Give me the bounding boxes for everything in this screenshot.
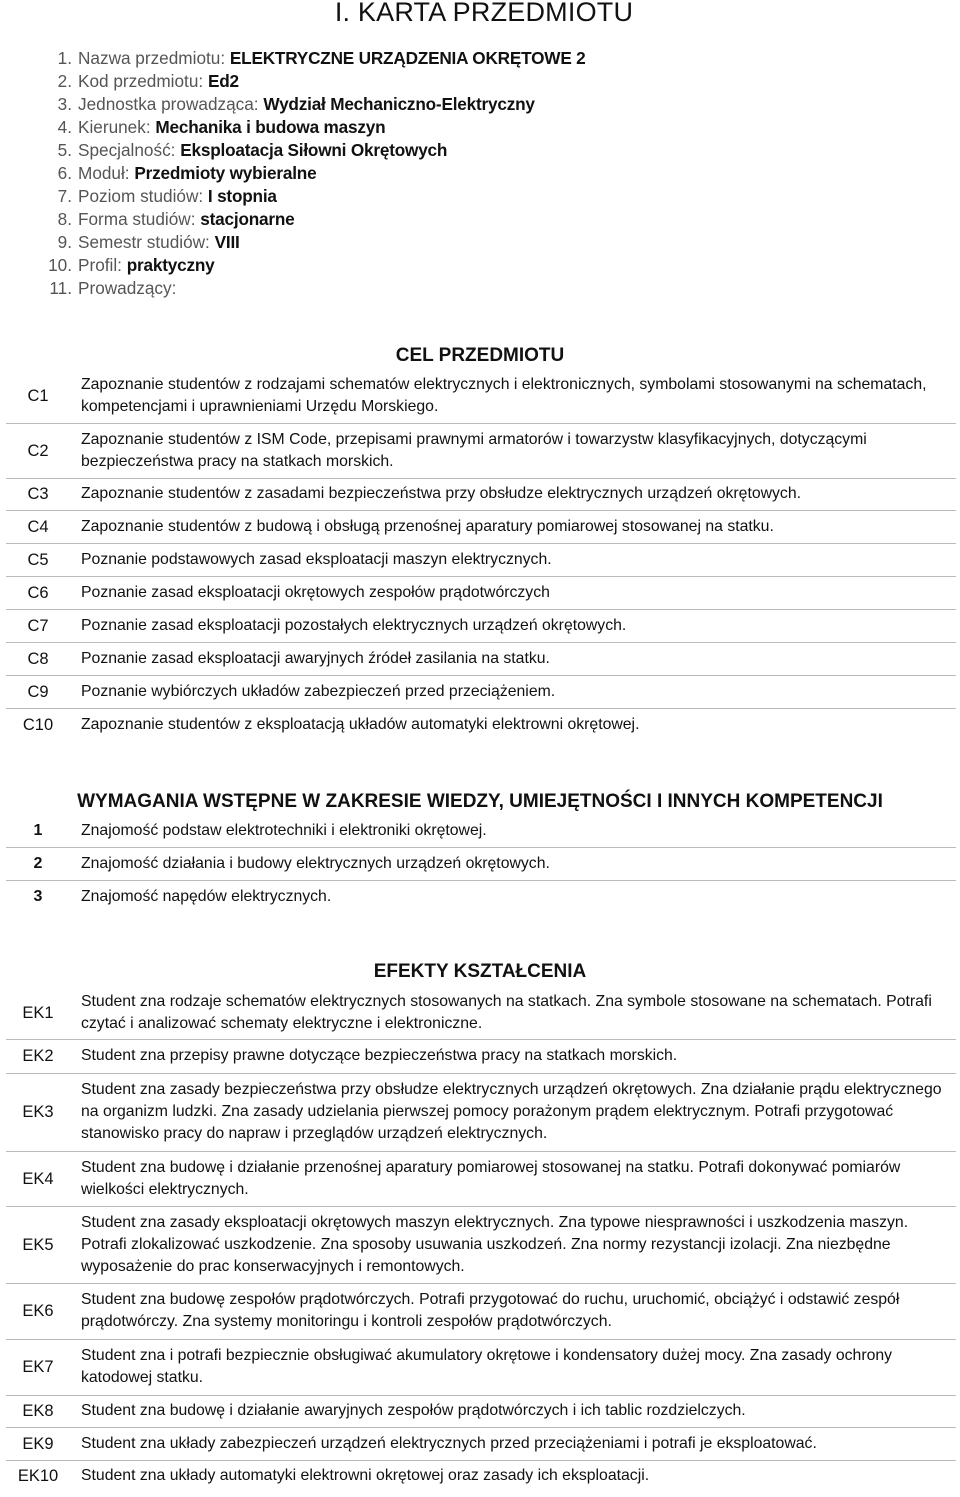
table-row <box>6 543 956 576</box>
table-row <box>6 1073 956 1151</box>
table-row <box>6 478 956 510</box>
efekty-table <box>6 987 956 1492</box>
row-description: Student zna układy automatyki elektrowni okrętowej oraz zasady ich eksploatacji. <box>81 1467 650 1485</box>
table-row <box>6 576 956 609</box>
row-code: EK3 <box>22 1103 54 1121</box>
info-item-number: 1. <box>57 48 72 68</box>
row-description: Student zna zasady bezpieczeństwa przy obsłudze elektrycznych urządzeń okrętowych. Zna działanie prądu elektrycznego na organizm ludzki. Zna zasady udzielania pierwszej pomocy porażonym prądem elektrycznym. Potrafi przygotować stanowisko pracy do napraw i przeglądów urządzeń elektrycznych. <box>81 1081 942 1142</box>
info-item-label: Jednostka prowadząca: <box>78 94 259 114</box>
info-item-value: Ed2 <box>207 71 239 91</box>
info-item-value: Wydział Mechaniczno-Elektryczny <box>263 94 535 114</box>
info-item-label: Nazwa przedmiotu: <box>78 48 226 68</box>
info-item-value: praktyczny <box>126 255 215 275</box>
table-row <box>6 987 956 1039</box>
row-code: EK10 <box>17 1467 59 1486</box>
row-description: Poznanie zasad eksploatacji okrętowych zespołów prądotwórczych <box>81 583 550 601</box>
cel-heading: CEL PRZEDMIOTU <box>395 345 565 366</box>
table-row <box>6 708 956 742</box>
row-description: Poznanie zasad eksploatacji pozostałych elektrycznych urządzeń okrętowych. <box>81 616 627 634</box>
info-item-number: 7. <box>57 186 72 206</box>
row-code: 1 <box>33 821 43 839</box>
info-item-value: Mechanika i budowa maszyn <box>155 117 386 137</box>
info-item <box>34 47 586 70</box>
info-item-number: 8. <box>57 209 72 229</box>
row-description: Student zna budowę zespołów prądotwórczych. Potrafi przygotować do ruchu, uruchomić, obciążyć i odstawić zespół prądotwórczy. Zna systemy monitoringu i kontroli zespołów prądotwórczych. <box>81 1291 900 1330</box>
table-row <box>6 815 956 847</box>
row-code: 3 <box>33 888 43 906</box>
info-item <box>34 185 586 208</box>
info-item <box>34 254 586 277</box>
row-description: Student zna i potrafi bezpiecznie obsługiwać akumulatory okrętowe i kondensatory dużej mocy. Zna zasady ochrony katodowej statku. <box>81 1347 893 1386</box>
row-code: C7 <box>27 616 49 635</box>
info-item-label: Specjalność: <box>78 140 176 160</box>
row-code: C8 <box>27 649 49 668</box>
row-code: C1 <box>27 387 49 406</box>
row-code: C5 <box>27 550 49 569</box>
info-item-label: Semestr studiów: <box>78 232 210 252</box>
row-code: 2 <box>33 854 43 872</box>
row-code: C3 <box>27 485 49 503</box>
info-item <box>34 93 586 116</box>
info-item-number: 11. <box>49 278 72 298</box>
page-title: I. KARTA PRZEDMIOTU <box>334 0 634 27</box>
info-item-label: Kierunek: <box>78 117 151 137</box>
row-description: Znajomość działania i budowy elektrycznych urządzeń okrętowych. <box>81 854 550 872</box>
table-row <box>6 510 956 543</box>
row-code: EK2 <box>22 1047 54 1065</box>
info-item-value: VIII <box>214 232 240 252</box>
info-item-label: Moduł: <box>78 163 130 183</box>
table-row <box>6 423 956 478</box>
row-description: Poznanie wybiórczych układów zabezpieczeń przed przeciążeniem. <box>81 682 556 700</box>
info-item-value: Eksploatacja Siłowni Okrętowych <box>180 140 448 160</box>
info-item <box>34 231 586 254</box>
row-code: C9 <box>27 682 49 701</box>
row-code: C10 <box>22 716 54 735</box>
row-description: Zapoznanie studentów z eksploatacją układów automatyki elektrowni okrętowej. <box>81 716 640 734</box>
table-row <box>6 847 956 880</box>
cel-table <box>6 370 956 742</box>
info-item-label: Prowadzący: <box>78 278 177 298</box>
info-item <box>34 208 586 231</box>
info-item <box>34 116 586 139</box>
table-row <box>6 1339 956 1395</box>
info-item-label: Profil: <box>78 255 122 275</box>
table-row <box>6 1206 956 1283</box>
row-code: C2 <box>27 441 49 460</box>
row-description: Student zna budowę i działanie awaryjnych zespołów prądotwórczych i ich tablic rozdzielczych. <box>81 1402 746 1419</box>
info-item-number: 10. <box>48 255 72 275</box>
info-item-number: 6. <box>57 163 72 183</box>
row-code: C4 <box>27 517 49 536</box>
info-item-value: stacjonarne <box>200 209 295 229</box>
row-description: Znajomość podstaw elektrotechniki i elektroniki okrętowej. <box>81 821 487 839</box>
info-item-label: Poziom studiów: <box>78 186 204 206</box>
row-description: Student zna przepisy prawne dotyczące bezpieczeństwa pracy na statkach morskich. <box>81 1047 678 1064</box>
table-row <box>6 1395 956 1427</box>
table-row <box>6 1283 956 1339</box>
row-description: Student zna zasady eksploatacji okrętowych maszyn elektrycznych. Zna typowe niesprawności i uszkodzenia maszyn. Potrafi zlokalizować uszkodzenie. Zna sposoby usuwania uszkodzeń. Zna normy rezystancji izolacji. Zna niezbędne wyposażenie do prac konserwacyjnych i remontowych. <box>81 1213 909 1275</box>
info-item <box>34 139 586 162</box>
table-row <box>6 1460 956 1492</box>
info-item-label: Forma studiów: <box>78 209 196 229</box>
info-item-label: Kod przedmiotu: <box>78 71 204 91</box>
info-item-value: Przedmioty wybieralne <box>134 163 317 183</box>
row-description: Student zna układy zabezpieczeń urządzeń elektrycznych przed przeciążeniami i potrafi je eksploatować. <box>81 1434 817 1452</box>
row-description: Poznanie podstawowych zasad eksploatacji maszyn elektrycznych. <box>81 550 552 568</box>
row-code: EK7 <box>22 1358 54 1376</box>
row-description: Zapoznanie studentów z budową i obsługą przenośnej aparatury pomiarowej stosowanej na statku. <box>81 517 774 535</box>
row-description: Zapoznanie studentów z rodzajami schematów elektrycznych i elektronicznych, symbolami stosowanymi na schematach, kompetencjami i uprawnieniami Urzędu Morskiego. <box>81 376 927 416</box>
info-item-number: 2. <box>57 71 72 91</box>
table-row <box>6 1151 956 1206</box>
info-item-number: 3. <box>57 94 72 114</box>
info-item <box>34 277 586 300</box>
table-row <box>6 1427 956 1460</box>
info-item-number: 5. <box>57 140 72 160</box>
efekty-heading: EFEKTY KSZTAŁCENIA <box>373 961 587 982</box>
row-description: Student zna budowę i działanie przenośnej aparatury pomiarowej stosowanej na statku. Potrafi dokonywać pomiarów wielkości elektrycznych. <box>81 1158 901 1198</box>
course-info-list <box>34 47 586 300</box>
row-code: C6 <box>27 583 49 602</box>
row-code: EK8 <box>22 1402 54 1420</box>
row-description: Poznanie zasad eksploatacji awaryjnych źródeł zasilania na statku. <box>81 649 550 667</box>
row-code: EK4 <box>22 1169 54 1188</box>
info-item-number: 4. <box>57 117 72 137</box>
row-description: Zapoznanie studentów z zasadami bezpieczeństwa przy obsłudze elektrycznych urządzeń okrętowych. <box>81 485 802 502</box>
info-item-value: ELEKTRYCZNE URZĄDZENIA OKRĘTOWE 2 <box>229 48 586 68</box>
table-row <box>6 675 956 708</box>
table-row <box>6 609 956 642</box>
row-code: EK6 <box>22 1302 54 1320</box>
row-description: Zapoznanie studentów z ISM Code, przepisami prawnymi armatorów i towarzystw klasyfikacyjnych, dotyczącymi bezpieczeństwa pracy na statkach morskich. <box>81 430 867 470</box>
info-item <box>34 70 586 93</box>
row-code: EK9 <box>22 1434 54 1453</box>
row-description: Znajomość napędów elektrycznych. <box>81 888 332 906</box>
row-code: EK5 <box>22 1235 54 1254</box>
info-item-value: I stopnia <box>207 186 277 206</box>
info-item-number: 9. <box>57 232 72 252</box>
wymagania-heading: WYMAGANIA WSTĘPNE W ZAKRESIE WIEDZY, UMIEJĘTNOŚCI I INNYCH KOMPETENCJI <box>77 791 883 812</box>
table-row <box>6 642 956 675</box>
wymagania-table <box>6 815 956 914</box>
row-description: Student zna rodzaje schematów elektrycznych stosowanych na statkach. Zna symbole stosowane na schematach. Potrafi czytać i analizować schematy elektryczne i elektroniczne. <box>81 992 932 1032</box>
info-item <box>34 162 586 185</box>
table-row <box>6 1039 956 1073</box>
row-code: EK1 <box>22 1003 54 1022</box>
table-row <box>6 880 956 914</box>
table-row <box>6 370 956 423</box>
